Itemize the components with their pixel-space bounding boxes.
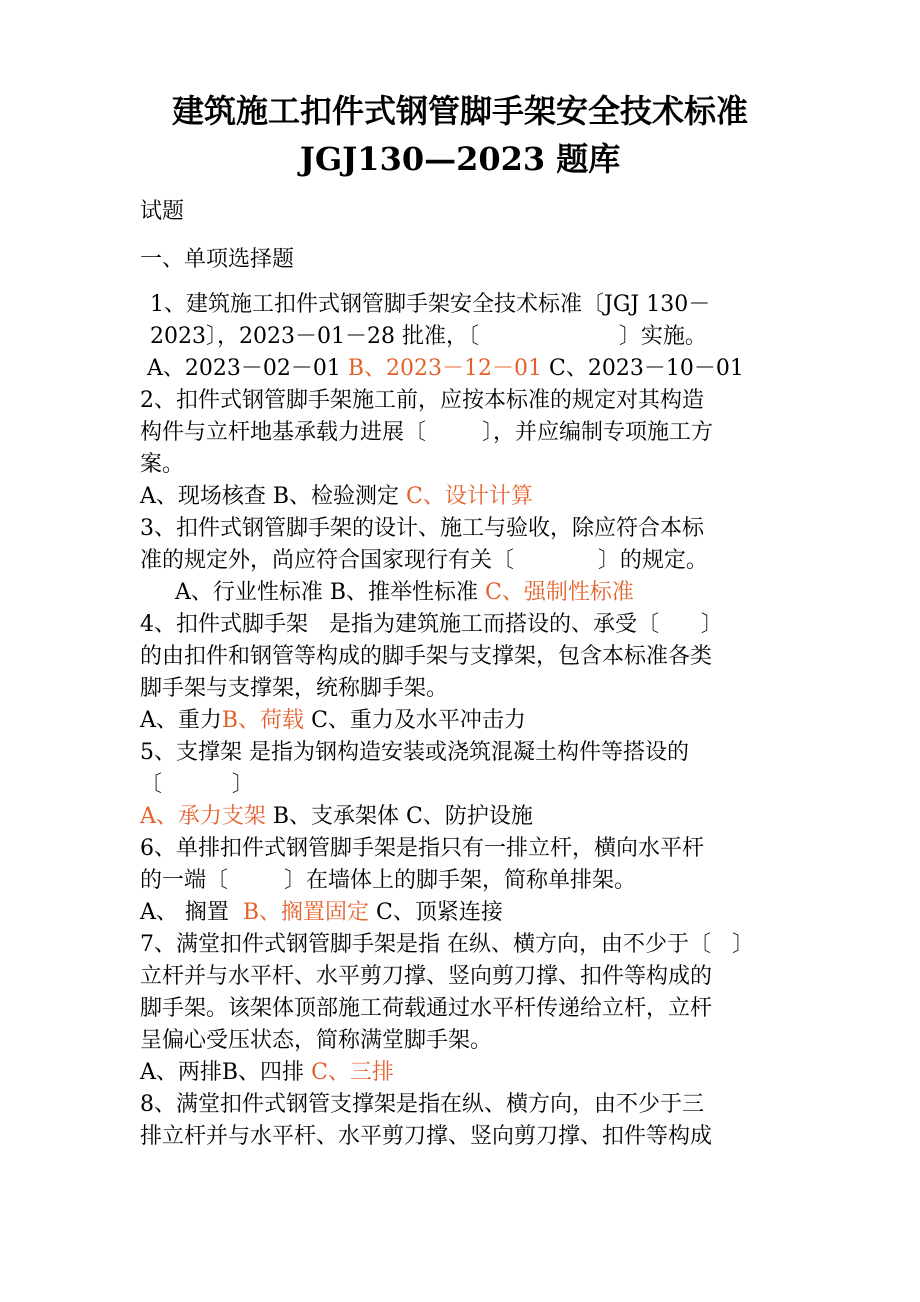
document-subtitle: JGJ130—2023 题库 <box>299 140 621 178</box>
answer-option: A、 搁置 <box>140 900 243 925</box>
answer-option: A、行业性标准 B、推举性标准 <box>140 580 486 605</box>
answer-option: B、支承架体 C、防护设施 <box>272 804 533 829</box>
answer-options <box>140 897 503 929</box>
correct-answer: B、搁置固定 <box>242 900 377 925</box>
question-stem-line: 构件与立杆地基承载力进展〔 〕，并应编制专项施工方 <box>140 420 713 445</box>
correct-answer: B、荷载 <box>221 708 312 733</box>
question-stem-line: 脚手架。该架体顶部施工荷载通过水平杆传递给立杆，立杆 <box>140 996 713 1021</box>
question-stem-line: 1、建筑施工扣件式钢管脚手架安全技术标准〔JGJ 130－ <box>150 292 711 317</box>
answer-options <box>140 577 634 609</box>
question-stem-line: 2、扣件式钢管脚手架施工前，应按本标准的规定对其构造 <box>140 388 704 413</box>
answer-option: A、现场核查 B、检验测定 <box>140 484 407 509</box>
question-stem-line: 准的规定外，尚应符合国家现行有关〔 〕的规定。 <box>140 548 708 573</box>
answer-options <box>140 801 533 833</box>
answer-option: A、重力 <box>140 708 222 733</box>
answer-option: A、2023－02－01 <box>140 356 348 381</box>
correct-answer: A、承力支架 <box>140 804 273 829</box>
correct-answer: C、三排 <box>311 1060 394 1085</box>
exam-heading: 试题 <box>140 199 185 224</box>
answer-option: C、重力及水平冲击力 <box>311 708 526 733</box>
question-stem-line: 脚手架与支撑架，统称脚手架。 <box>140 676 449 701</box>
correct-answer: C、设计计算 <box>406 484 533 509</box>
question-stem-line: 立杆并与水平杆、水平剪刀撑、竖向剪刀撑、扣件等构成的 <box>140 964 713 989</box>
answer-options <box>140 1057 394 1089</box>
correct-answer: B、2023－12－01 <box>347 356 549 381</box>
section-heading: 一、单项选择题 <box>140 247 295 272</box>
question-stem-line: 7、满堂扣件式钢管脚手架是指 在纵、横方向，由不少于〔 〕 <box>140 932 754 957</box>
question-stem-line: 8、满堂扣件式钢管支撑架是指在纵、横方向，由不少于三 <box>140 1092 704 1117</box>
question-stem-line: 排立杆并与水平杆、水平剪刀撑、竖向剪刀撑、扣件等构成 <box>140 1124 713 1149</box>
answer-option: C、2023－10－01 <box>549 356 744 381</box>
question-stem-line: 2023〕，2023－01－28 批准，〔 〕实施。 <box>150 324 707 349</box>
question-stem-line: 〔 〕 <box>140 772 254 797</box>
answer-options <box>140 481 533 513</box>
question-stem-line: 4、扣件式脚手架 是指为建筑施工而搭设的、承受〔 〕 <box>140 612 723 637</box>
correct-answer: C、强制性标准 <box>485 580 634 605</box>
question-stem-line: 5、支撑架 是指为钢构造安装或浇筑混凝土构件等搭设的 <box>140 740 689 765</box>
question-stem-line: 呈偏心受压状态，简称满堂脚手架。 <box>140 1028 493 1053</box>
question-stem-line: 的一端〔 〕在墙体上的脚手架，简称单排架。 <box>140 868 636 893</box>
answer-option: A、两排B、四排 <box>140 1060 312 1085</box>
question-stem-line: 6、单排扣件式钢管脚手架是指只有一排立杆，横向水平杆 <box>140 836 704 861</box>
document-title: 建筑施工扣件式钢管脚手架安全技术标准 <box>171 92 748 130</box>
question-stem-line: 的由扣件和钢管等构成的脚手架与支撑架，包含本标准各类 <box>140 644 713 669</box>
question-stem-line: 3、扣件式钢管脚手架的设计、施工与验收，除应符合本标 <box>140 516 704 541</box>
question-stem-line: 案。 <box>140 452 185 477</box>
answer-options <box>140 705 526 737</box>
answer-options <box>140 353 744 385</box>
answer-option: C、顶紧连接 <box>376 900 503 925</box>
